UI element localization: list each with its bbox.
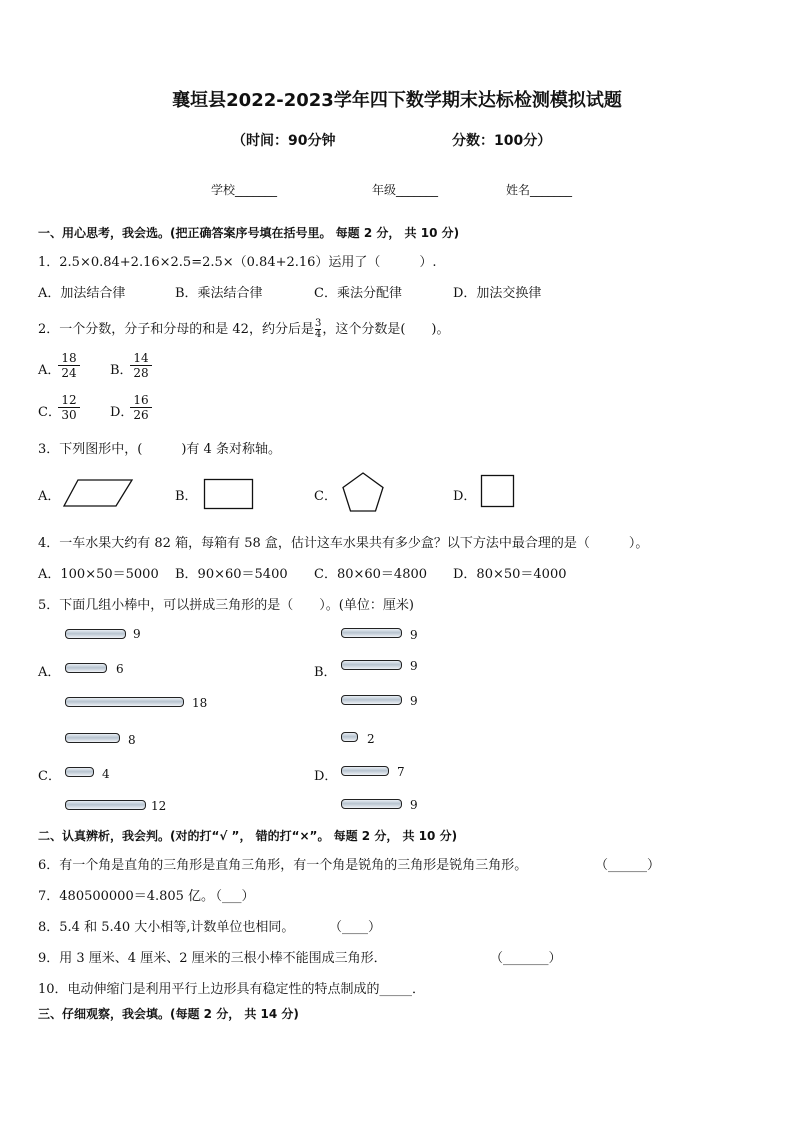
fraction-denominator: 30 [61, 408, 77, 422]
fraction-numerator: 14 [130, 351, 152, 366]
question-3-stem: 3．下列图形中，( )有 4 条对称轴。 [38, 442, 281, 457]
rod-b1 [341, 628, 402, 638]
q2-option-b-fraction [130, 351, 152, 380]
section-heading-1: 一、用心思考，我会选。(把正确答案序号填在括号里。 每题 2 分， 共 10 分) [38, 226, 460, 240]
question-5-stem: 5．下面几组小棒中，可以拼成三角形的是（ ）。(单位：厘米) [38, 598, 414, 613]
q2-option-c-fraction [58, 393, 80, 422]
grade-field: 年级_______ [372, 183, 439, 197]
q2-option-d-label: D． [110, 405, 134, 420]
q2-option-a-label: A． [38, 363, 61, 378]
q1-option-b: B．乘法结合律 [175, 286, 263, 301]
q5-option-b-label: B． [314, 665, 337, 680]
rod-b1-length: 9 [410, 628, 418, 642]
q2-option-c-label: C． [38, 405, 61, 420]
q5-option-d-label: D． [314, 769, 338, 784]
question-1-stem: 1．2.5×0.84+2.16×2.5=2.5×（0.84+2.16）运用了（ ）. [38, 255, 437, 270]
fraction-denominator: 24 [61, 366, 77, 380]
fraction-denominator: 28 [133, 366, 149, 380]
parallelogram-shape [62, 478, 134, 508]
rod-d1 [341, 732, 358, 742]
q2-option-d-fraction [130, 393, 152, 422]
square-shape [480, 474, 516, 508]
question-9-stem: 9．用 3 厘米、4 厘米、2 厘米的三根小棒不能围成三角形． [38, 951, 387, 966]
q3-option-a-label: A． [38, 489, 61, 504]
rod-a1-length: 9 [133, 627, 141, 641]
rod-b3-length: 9 [410, 694, 418, 708]
question-2-stem-part2: ，这个分数是( )。 [322, 322, 450, 337]
rod-c2 [65, 767, 94, 777]
fraction-numerator: 18 [58, 351, 80, 366]
rod-b3 [341, 695, 402, 705]
fraction-numerator: 12 [58, 393, 80, 408]
q3-option-d-label: D． [453, 489, 477, 504]
rectangle-shape [203, 478, 255, 510]
rod-c1-length: 8 [128, 733, 136, 747]
rod-a1 [65, 629, 126, 639]
rod-d3 [341, 799, 402, 809]
question-2-fraction [315, 319, 321, 340]
q1-option-d: D．加法交换律 [453, 286, 542, 301]
question-2-stem [38, 318, 449, 340]
q2-option-a-fraction [58, 351, 80, 380]
question-8-stem: 8．5.4 和 5.40 大小相等,计数单位也相同。 [38, 920, 295, 935]
rod-c2-length: 4 [102, 767, 110, 781]
fraction-numerator: 16 [130, 393, 152, 408]
q3-option-c-label: C． [314, 489, 337, 504]
question-6-stem: 6．有一个角是直角的三角形是直角三角形，有一个角是锐角的三角形是锐角三角形。 [38, 858, 528, 873]
rod-a2-length: 6 [116, 662, 124, 676]
rod-d3-length: 9 [410, 798, 418, 812]
question-10-stem: 10．电动伸缩门是利用平行上边形具有稳定性的特点制成的_____． [38, 982, 426, 997]
q3-option-b-label: B． [175, 489, 198, 504]
q4-option-c: C．80×60＝4800 [314, 567, 428, 582]
question-7-stem: 7．480500000＝4.805 亿。 [38, 889, 215, 904]
name-field: 姓名_______ [506, 183, 573, 197]
rod-a2 [65, 663, 107, 673]
rod-a3-length: 18 [192, 696, 208, 710]
fraction-numerator: 3 [314, 318, 322, 329]
question-9-answer-blank[interactable]: （_______） [490, 951, 562, 966]
rod-b2 [341, 660, 402, 670]
rod-b2-length: 9 [410, 659, 418, 673]
question-8-answer-blank[interactable]: （____） [329, 920, 382, 935]
exam-time: （时间：90分钟 [232, 133, 336, 149]
rod-a3 [65, 697, 184, 707]
q1-option-c: C．乘法分配律 [314, 286, 402, 301]
rod-c1 [65, 733, 120, 743]
fraction-denominator: 4 [314, 329, 322, 340]
pentagon-shape [340, 471, 386, 513]
q1-option-a: A．加法结合律 [38, 286, 126, 301]
q4-option-a: A．100×50＝5000 [38, 567, 159, 582]
school-field: 学校_______ [211, 183, 278, 197]
rod-d2 [341, 766, 389, 776]
fraction-denominator: 26 [133, 408, 149, 422]
question-4-stem: 4．一车水果大约有 82 箱，每箱有 58 盒，估计这车水果共有多少盒？以下方法中最合理的是（ ）。 [38, 536, 649, 551]
rod-c3 [65, 800, 146, 810]
question-2-stem-part1: 2．一个分数，分子和分母的和是 42，约分后是 [38, 322, 314, 337]
rod-d2-length: 7 [397, 765, 405, 779]
q4-option-b: B．90×60＝5400 [175, 567, 288, 582]
question-6-answer-blank[interactable]: （______） [595, 858, 661, 873]
q2-option-b-label: B． [110, 363, 133, 378]
q5-option-a-label: A． [38, 665, 61, 680]
exam-score: 分数：100分） [452, 133, 552, 149]
rod-d1-length: 2 [367, 732, 375, 746]
page-title: 襄垣县2022-2023学年四下数学期末达标检测模拟试题 [172, 90, 622, 111]
rod-c3-length: 12 [151, 799, 167, 813]
q5-option-c-label: C． [38, 769, 61, 784]
question-7-answer-blank[interactable]: （___） [209, 889, 255, 904]
section-heading-3: 三、仔细观察，我会填。(每题 2 分， 共 14 分) [38, 1007, 299, 1021]
q4-option-d: D．80×50＝4000 [453, 567, 567, 582]
section-heading-2: 二、认真辨析，我会判。(对的打“√ ”， 错的打“×”。 每题 2 分， 共 10 分) [38, 829, 458, 843]
